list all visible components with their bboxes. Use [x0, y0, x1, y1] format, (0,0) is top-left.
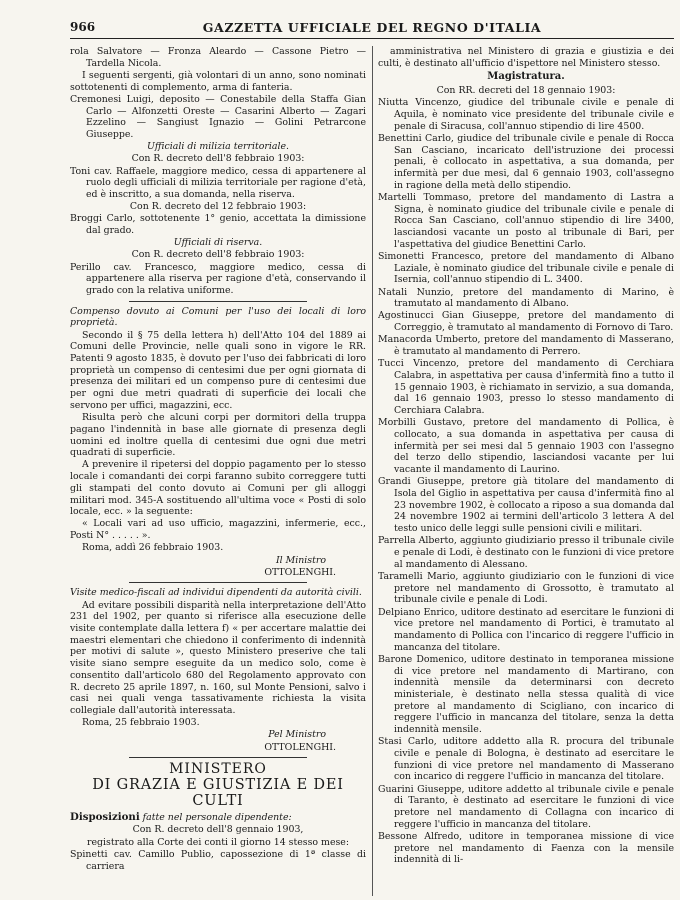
list-item: Natali Nunzio, pretore del mandamento di Marino, è tramutato al mandamento di Albano.: [378, 286, 674, 310]
paragraph: Spinetti cav. Camillo Publio, capossezione di 1ª classe di carriera: [70, 848, 366, 872]
decree-line: Con R. decreto del 12 febbraio 1903:: [129, 201, 307, 213]
list-item: Taramelli Mario, aggiunto giudiziario con le funzioni di vice pretore nel mandamento di Grossotto, è tramutato al tribunale civile e penale di Lodi.: [378, 570, 674, 606]
list-item: Parrella Alberto, aggiunto giudiziario presso il tribunale civile e penale di Lodi, è destinato con le funzioni di vice pretore al mandamento di Alessano.: [378, 535, 674, 570]
decree-line: Con R. decreto dell'8 febbraio 1903:: [131, 249, 305, 261]
dispositions-text: fatte nel personale dipendente:: [139, 812, 292, 824]
section-heading: Ufficiali di riserva.: [173, 237, 263, 249]
dispositions-label: Disposizioni: [70, 811, 140, 824]
column-divider: [372, 46, 373, 896]
paragraph: Risulta però che alcuni corpi per dormitori della truppa pagano l'indennità in base alle giornate di presenza degli uomini ed inoltre quella di centesimi due ogni due metri quadrati di superficie.: [70, 412, 366, 459]
dispositions-heading: [70, 812, 366, 824]
paragraph: « Locali vari ad uso ufficio, magazzini, infermerie, ecc., Posti N° . . . . . ».: [70, 518, 366, 542]
gazette-page: [70, 18, 674, 896]
signature-title: Il Ministro: [275, 554, 326, 566]
paragraph: Broggi Carlo, sottotenente 1° genio, accettata la dimissione dal grado.: [70, 213, 366, 237]
list-item: Simonetti Francesco, pretore del mandamento di Albano Laziale, è nominato giudice del tribunale civile e penale di Isernia, coll'annuo stipendio di L. 3400.: [378, 250, 674, 286]
date-line: Roma, 25 febbraio 1903.: [82, 717, 200, 729]
divider: [129, 582, 307, 583]
signature-title: Pel Ministro: [268, 729, 326, 741]
page-number: 966: [70, 20, 96, 34]
list-item: Barone Domenico, uditore destinato in temporanea missione di vice pretore nel mandamento di Martirano, con indennità mensile da determinarsi con decreto ministeriale, è destinato nella stessa qualità di vice pretore al mandamento di Scigliano, con incarico di reggere l'ufficio in mancanza del titolare, senza la detta indennità mensile.: [378, 653, 674, 736]
date-line: Roma, addì 26 febbraio 1903.: [82, 542, 224, 554]
section-heading: Ufficiali di milizia territoriale.: [146, 141, 289, 153]
section-heading: Visite medico-fiscali ad individui dipendenti da autorità civili.: [70, 587, 362, 599]
divider: [129, 757, 307, 758]
decree-line: Con RR. decreti del 18 gennaio 1903:: [436, 85, 616, 97]
paragraph: Perillo cav. Francesco, maggiore medico, cessa di appartenere alla riserva per ragione d'età, conservando il grado con la relativa uniforme.: [70, 261, 366, 297]
list-item: Morbilli Gustavo, pretore del mandamento di Pollica, è collocato, a sua domanda in aspettativa per causa di infermità per sei mesi dal 5 gennaio 1903 con l'assegno del terzo dello stipendio, lasciandosi vacante per lui vacante il mandamento di Laurino.: [378, 417, 674, 476]
page-header: [70, 18, 674, 39]
list-item: Grandi Giuseppe, pretore già titolare del mandamento di Isola del Giglio in aspettativa per causa d'infermità fino al 23 novembre 1902, è collocato a riposo a sua domanda dal 24 novembre 1902 ai termini dell'articolo 3 lettera A del testo unico delle leggi sulle pensioni civili e militari.: [378, 476, 674, 535]
gazette-title: GAZZETTA UFFICIALE DEL REGNO D'ITALIA: [202, 20, 542, 35]
divider: [129, 301, 307, 302]
list-item: Bessone Alfredo, uditore in temporanea missione di vice pretore nel mandamento di Faenza con la mensile indennità di li-: [378, 830, 674, 866]
decree-line: Con R. decreto dell'8 febbraio 1903:: [131, 153, 305, 165]
list-item: Niutta Vincenzo, giudice del tribunale civile e penale di Aquila, è nominato vice presidente del tribunale civile e penale di Siracusa, coll'annuo stipendio di lire 4500.: [378, 97, 674, 132]
decree-line: registrato alla Corte dei conti il giorno 14 stesso mese:: [86, 836, 350, 848]
paragraph: Cremonesi Luigi, deposito — Conestabile della Staffa Gian Carlo — Alfonzetti Oreste — Casarini Alberto — Zagari Ezzelino — Sangiust Ignazio — Golini Petrarcone Giuseppe.: [70, 93, 366, 140]
section-heading: Compenso dovuto ai Comuni per l'uso dei locali di loro proprietà.: [70, 305, 366, 329]
ministry-subheading: DI GRAZIA E GIUSTIZIA E DEI CULTI: [92, 777, 344, 810]
decree-line: Con R. decreto dell'8 gennaio 1903,: [132, 824, 304, 836]
list-item: Benettini Carlo, giudice del tribunale civile e penale di Rocca San Casciano, incaricato dell'istruzione dei processi penali, è collocato in aspettativa, a sua domanda, per infermità per due mesi, dal 6 gennaio 1903, coll'assegno in ragione della metà dello stipendio.: [378, 132, 674, 191]
paragraph: Secondo il § 75 della lettera h) dell'Atto 104 del 1889 ai Comuni delle Provincie, nelle quali sono in vigore le RR. Patenti 9 agosto 1835, è dovuto per l'uso dei fabbricati di loro proprietà un compenso di centesimi due per ogni giornata di presenza dei militari ed un compenso pure di centesimi due per ogni due metri quadrati di superficie dei locali che servono per uffici, magazzini, ecc.: [70, 329, 366, 411]
list-item: Delpiano Enrico, uditore destinato ad esercitare le funzioni di vice pretore nel mandamento di Portici, è tramutato al mandamento di Pollica con l'incarico di reggere l'ufficio in mancanza del titolare.: [378, 606, 674, 653]
signature-name: OTTOLENGHI.: [264, 741, 336, 753]
list-item: Agostinucci Gian Giuseppe, pretore del mandamento di Correggio, è tramutato al mandamento di Fornovo di Taro.: [378, 310, 674, 334]
paragraph: I seguenti sergenti, già volontari di un anno, sono nominati sottotenenti di complemento, arma di fanteria.: [70, 69, 366, 93]
paragraph: Toni cav. Raffaele, maggiore medico, cessa di appartenere al ruolo degli ufficiali di milizia territoriale per ragione d'età, ed è inscritto, a sua domanda, nella riserva.: [70, 165, 366, 200]
two-column-body: [70, 46, 674, 896]
paragraph: rola Salvatore — Fronza Aleardo — Cassone Pietro — Tardella Nicola.: [70, 46, 366, 69]
paragraph: Ad evitare possibili disparità nella interpretazione dell'Atto 231 del 1902, per quanto si riferisce alla esecuzione delle visite contemplate dalla lettera f) « per accertare malattie dei maestri elementari che chiedono il conferimento di indennità per motivi di salute », questo Ministero preserive che tali visite siano sempre eseguite da un medico solo, come è consentito dall'articolo 680 del Regolamento approvato con R. decreto 25 aprile 1897, n. 160, sul Monte Pensioni, salvo i casi nei quali venga tassativamente richiesta la visita collegiale dall'autorità interessata.: [70, 599, 366, 716]
list-item: Manacorda Umberto, pretore del mandamento di Masserano, è tramutato al mandamento di Perrero.: [378, 334, 674, 358]
list-item: Tucci Vincenzo, pretore del mandamento di Cerchiara Calabra, in aspettativa per causa d'infermità fino a tutto il 15 gennaio 1903, è richiamato in servizio, a sua domanda, dal 16 gennaio 1903, presso lo stesso mandamento di Cerchiara Calabra.: [378, 358, 674, 417]
list-item: Stasi Carlo, uditore addetto alla R. procura del tribunale civile e penale di Bologna, è destinato ad esercitare le funzioni di vice pretore nel mandamento di Masserano con incarico di reggere l'ufficio in mancanza del titolare.: [378, 736, 674, 783]
paragraph: A prevenire il ripetersi del doppio pagamento per lo stesso locale i comandanti dei corpi faranno subito correggere tutti gli stampati del conto dovuto ai Comuni per gli alloggi militari mod. 345-A sostituendo all'ultima voce « Posti di solo locale, ecc. » la seguente:: [70, 459, 366, 518]
right-column: [378, 46, 674, 896]
ministry-heading: MINISTERO: [169, 761, 267, 778]
signature-name: OTTOLENGHI.: [264, 566, 336, 578]
list-item: Martelli Tommaso, pretore del mandamento di Lastra a Signa, è nominato giudice del tribunale civile e penale di Rocca San Casciano, coll'annuo stipendio di lire 3400, lasciandosi vacante un posto al tribunale di Bari, per l'aspettativa del giudice Benettini Carlo.: [378, 191, 674, 250]
left-column: [70, 46, 366, 896]
list-item: Guarini Giuseppe, uditore addetto al tribunale civile e penale di Taranto, è destinato ad esercitare le funzioni di vice pretore nel mandamento di Collagna con incarico di reggere l'ufficio in mancanza del titolare.: [378, 783, 674, 830]
section-heading: Magistratura.: [487, 71, 565, 83]
paragraph: amministrativa nel Ministero di grazia e giustizia e dei culti, è destinato all'ufficio d'ispettore nel Ministero stesso.: [378, 46, 674, 69]
